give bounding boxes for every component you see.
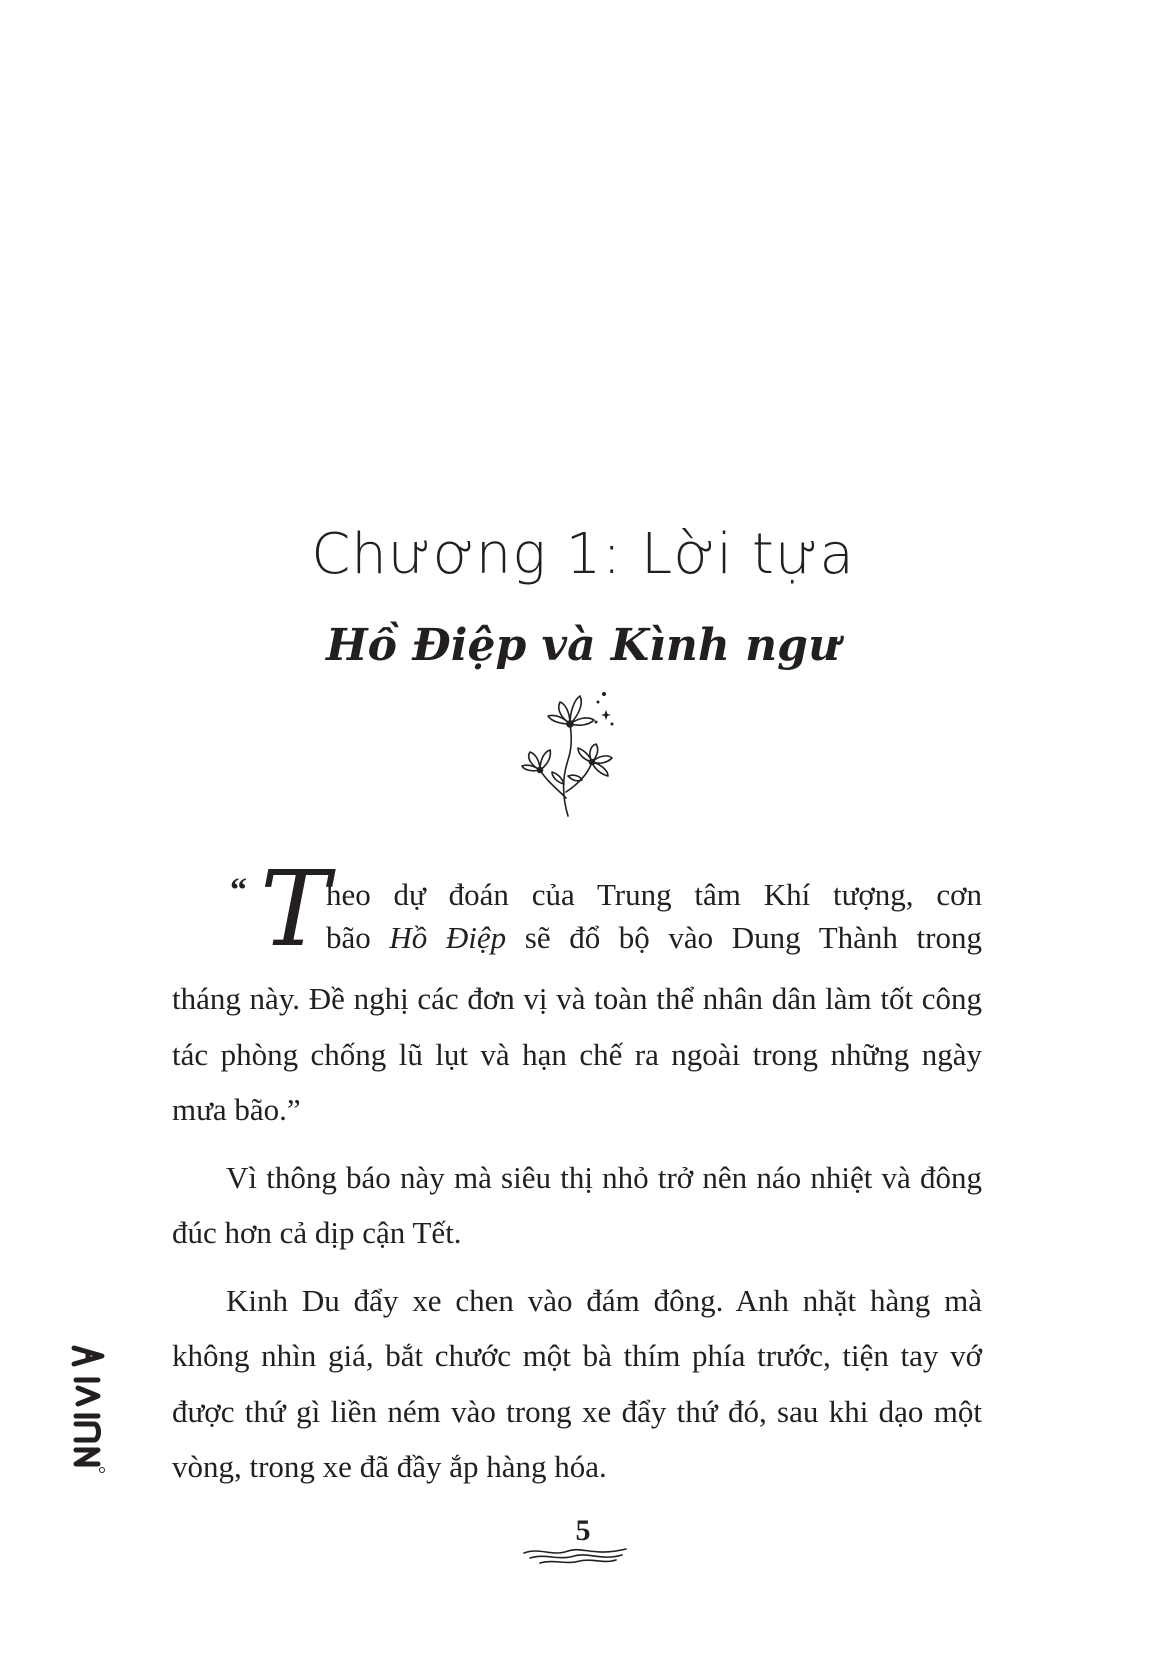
page-number: 5 — [575, 1514, 591, 1547]
storm-name: Hồ Điệp — [389, 920, 507, 955]
body-text — [172, 848, 982, 1495]
chapter-title: Chương 1: Lời tựa — [311, 522, 855, 587]
paragraph-1-line-1: heo dự đoán của Trung tâm Khí tượng, cơn — [326, 877, 982, 912]
paragraph-1-line-2 — [326, 916, 982, 959]
paragraph-2: Vì thông báo này mà siêu thị nhỏ trở nên náo nhiệt và đông đúc hơn cả dịp cận Tết. — [172, 1159, 982, 1250]
paragraph-1-line-2-start: bão — [326, 920, 390, 955]
paragraph-3: Kinh Du đẩy xe chen vào đám đông. Anh nhặt hàng mà không nhìn giá, bắt chước một bà thím phía trước, tiện tay vớ được thứ gì liền ném vào trong xe đẩy thứ đó, sau khi dạo một vòng, trong xe đã đầy ắp hàng hóa. — [172, 1282, 982, 1484]
paragraph-1 — [172, 848, 982, 1138]
drop-cap-lines — [326, 873, 982, 959]
paragraph-1-line-2-end: sẽ đổ bộ vào Dung Thành trong — [506, 920, 982, 955]
drop-cap: T — [260, 848, 330, 970]
chapter-subtitle: Hồ Điệp và Kình ngư — [326, 620, 840, 671]
paragraph-1-rest: tháng này. Đề nghị các đơn vị và toàn thể nhân dân làm tốt công tác phòng chống lũ lụt và hạn chế ra ngoài trong những ngày mưa bão.” — [172, 981, 982, 1127]
open-quote: “ — [230, 872, 247, 909]
amun-logo-icon — [68, 1344, 108, 1474]
flower-bouquet-icon — [518, 688, 624, 820]
wave-lines-icon — [522, 1543, 628, 1565]
